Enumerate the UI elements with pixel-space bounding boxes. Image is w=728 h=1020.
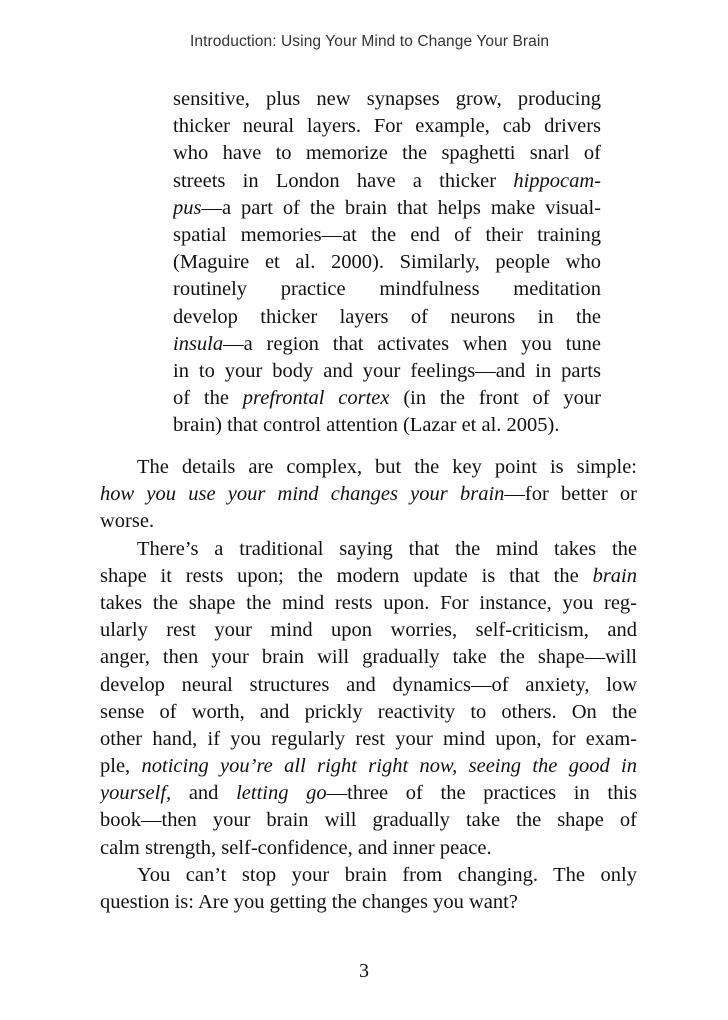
italic-text: letting go bbox=[236, 782, 327, 805]
text-line bbox=[100, 780, 637, 807]
text-line bbox=[100, 807, 637, 834]
text-run: develop thicker layers of neurons in the bbox=[173, 305, 601, 328]
text-run: of the bbox=[173, 387, 243, 410]
text-run: —three of the practices in this bbox=[326, 782, 637, 805]
text-line bbox=[100, 862, 637, 889]
running-head: Introduction: Using Your Mind to Change Your Brain bbox=[190, 33, 550, 50]
text-run: The details are complex, but the key point is simple: bbox=[137, 456, 637, 478]
text-line bbox=[173, 331, 601, 358]
italic-text: yourself, bbox=[100, 782, 172, 805]
text-line bbox=[100, 672, 637, 699]
text-run: shape it rests upon; the modern update is that the bbox=[100, 564, 593, 587]
body-text bbox=[100, 454, 637, 916]
text-line bbox=[100, 508, 637, 535]
text-run: calm strength, self-confidence, and inner peace. bbox=[100, 836, 492, 859]
text-line bbox=[100, 563, 637, 590]
page-number: 3 bbox=[359, 960, 369, 982]
text-run: (Maguire et al. 2000). Similarly, people who bbox=[173, 251, 601, 274]
text-line bbox=[100, 726, 637, 753]
text-line bbox=[100, 753, 637, 780]
text-line bbox=[173, 304, 601, 331]
italic-text: prefrontal cortex bbox=[242, 387, 390, 410]
text-run: develop neural structures and dynamics—of anxiety, low bbox=[100, 673, 637, 696]
text-line bbox=[173, 249, 601, 276]
text-line bbox=[173, 86, 601, 113]
text-run: book—then your brain will gradually take the shape of bbox=[100, 809, 637, 832]
text-line bbox=[100, 889, 637, 916]
text-run: sense of worth, and prickly reactivity to others. On the bbox=[100, 700, 637, 723]
text-line bbox=[173, 276, 601, 303]
text-line bbox=[173, 168, 601, 195]
text-line bbox=[100, 536, 637, 563]
italic-text: how you use your mind changes your brain bbox=[100, 483, 505, 506]
text-line bbox=[173, 385, 601, 412]
text-line bbox=[173, 358, 601, 385]
text-line bbox=[173, 113, 601, 140]
text-line bbox=[100, 699, 637, 726]
italic-text: hippocam- bbox=[513, 169, 601, 192]
text-run: —a part of the brain that helps make visual- bbox=[201, 196, 601, 219]
text-run: worse. bbox=[100, 510, 155, 533]
text-run: You can’t stop your brain from changing. The only bbox=[137, 863, 637, 886]
italic-text: brain bbox=[592, 564, 637, 587]
text-run: (in the front of your bbox=[389, 387, 601, 410]
text-line bbox=[173, 195, 601, 222]
text-run: question is: Are you getting the changes you want? bbox=[100, 891, 518, 913]
text-run: streets in London have a thicker bbox=[173, 169, 514, 192]
text-line bbox=[100, 481, 637, 508]
italic-text: insula bbox=[173, 332, 224, 355]
text-run: ple, bbox=[100, 755, 142, 778]
text-run: —for better or bbox=[504, 483, 637, 506]
text-line bbox=[100, 617, 637, 644]
text-run: in to your body and your feelings—and in parts bbox=[173, 359, 601, 382]
text-run: thicker neural layers. For example, cab drivers bbox=[173, 115, 601, 138]
text-run: brain) that control attention (Lazar et al. 2005). bbox=[173, 414, 560, 437]
text-line bbox=[100, 454, 637, 481]
text-run: sensitive, plus new synapses grow, producing bbox=[173, 88, 601, 110]
indented-block-paragraph bbox=[173, 86, 601, 439]
text-run: spatial memories—at the end of their training bbox=[173, 223, 601, 246]
italic-text: noticing you’re all right right now, seeing the good in bbox=[141, 755, 637, 778]
text-line bbox=[173, 412, 601, 439]
italic-text: pus bbox=[173, 196, 202, 219]
text-run: other hand, if you regularly rest your mind upon, for exam- bbox=[100, 727, 637, 750]
text-line bbox=[100, 644, 637, 671]
text-run: ularly rest your mind upon worries, self-criticism, and bbox=[100, 619, 637, 642]
text-run: There’s a traditional saying that the mind takes the bbox=[137, 537, 637, 560]
text-line bbox=[173, 140, 601, 167]
text-line bbox=[173, 222, 601, 249]
text-run: anger, then your brain will gradually take the shape—will bbox=[100, 646, 637, 669]
text-line bbox=[100, 590, 637, 617]
text-line bbox=[100, 835, 637, 862]
text-run: routinely practice mindfulness meditation bbox=[173, 278, 601, 301]
text-run: —a region that activates when you tune bbox=[223, 332, 601, 355]
text-run: and bbox=[171, 782, 237, 805]
text-run: who have to memorize the spaghetti snarl of bbox=[173, 142, 601, 165]
text-run: takes the shape the mind rests upon. For instance, you reg- bbox=[100, 591, 637, 614]
